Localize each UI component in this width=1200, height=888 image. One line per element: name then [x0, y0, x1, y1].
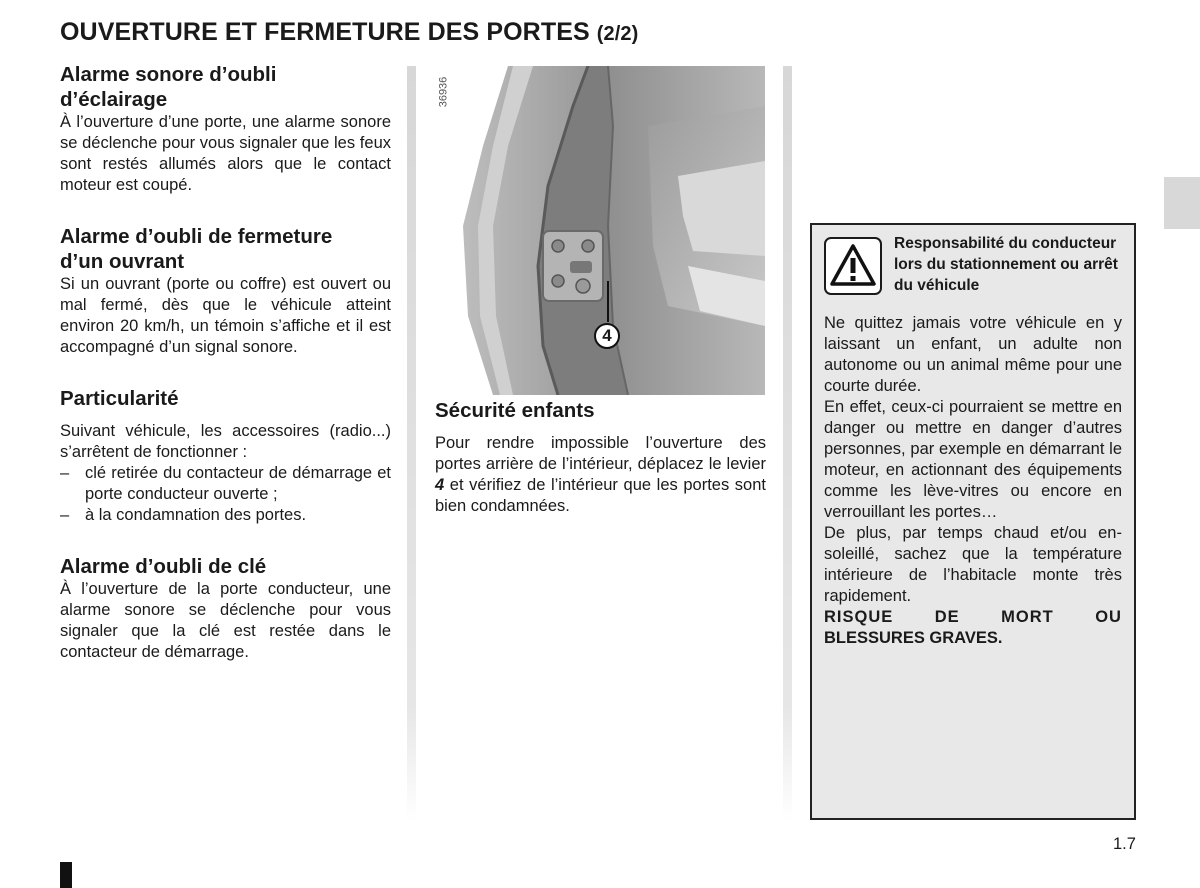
page-title-text: OUVERTURE ET FERMETURE DES PORTES [60, 18, 590, 46]
section-text-door-alarm: Si un ouvrant (porte ou coffre) est ouvert ou mal fermé, dès que le véhicule atteint environ 20 km/h, un témoin s’affiche et il est accompagné d’un signal sonore. [60, 275, 391, 356]
section-key-alarm [60, 554, 391, 663]
section-text-particularity: Suivant véhicule, les accessoires (radio...) s’arrêtent de fonctionner : [60, 422, 391, 461]
section-particularity [60, 386, 391, 526]
warning-title: Responsabilité du conducteur lors du stationnement ou arrêt du véhicule [894, 235, 1118, 294]
text-part: et vérifiez de l’intérieur que les portes sont bien condamnées. [435, 476, 766, 515]
section-title-particularity: Particularité [60, 387, 179, 410]
danger-line-2: BLESSURES GRAVES. [824, 629, 1003, 647]
list-item: – à la condamnation des portes. [60, 505, 391, 526]
figure-reference [438, 70, 464, 120]
section-text-child-safety [435, 433, 766, 517]
middle-column [435, 398, 766, 517]
column-divider-left [407, 66, 416, 820]
page-title-suffix: (2/2) [596, 23, 639, 45]
danger-word: OU [1095, 608, 1122, 626]
door-lock-illustration [438, 66, 765, 395]
warning-paragraph-1: Ne quittez jamais votre véhicule en y laissant un enfant, un adulte non autonome ou un animal même pour une courte durée. [824, 314, 1122, 395]
title-line: Alarme d’oubli de fermeture [60, 225, 333, 248]
warning-box [810, 223, 1136, 820]
danger-word: MORT [1001, 608, 1054, 626]
danger-word: RISQUE [824, 608, 894, 626]
section-title-lighting-alarm [60, 62, 391, 112]
column-divider-right [783, 66, 792, 820]
title-line: Alarme sonore d’oubli [60, 63, 277, 86]
section-text-key-alarm: À l’ouverture de la porte conducteur, une alarme sonore se déclenche pour vous signaler que la clé est restée dans le contacteur de démarrage. [60, 580, 391, 661]
section-title-child-safety: Sécurité enfants [435, 399, 595, 422]
section-title-key-alarm: Alarme d’oubli de clé [60, 555, 267, 578]
callout-4: 4 [594, 323, 620, 349]
page-number: 1.7 [1113, 835, 1136, 853]
warning-header [824, 233, 1122, 313]
particularity-list [60, 463, 391, 526]
list-item: – clé retirée du contacteur de démarrage et porte conducteur ouverte ; [60, 463, 391, 505]
warning-paragraph-2: En effet, ceux-ci pourraient se mettre en danger ou mettre en danger d’autres personnes, par exemple en démarrant le moteur, en actionnant des équipements comme les lève-vitres ou encore en verrouillant les portes… [824, 398, 1122, 521]
page-title [60, 18, 638, 47]
danger-line-1 [824, 607, 1122, 628]
section-text-lighting-alarm: À l’ouverture d’une porte, une alarme sonore se déclenche pour vous signaler que les feux sont restés allumés alors que le contact moteur est coupé. [60, 113, 391, 194]
warning-paragraph-3: De plus, par temps chaud et/ou ensoleillé, sachez que la température intérieure de l’habitacle monte très rapidement. [824, 524, 1122, 605]
section-lighting-alarm [60, 62, 391, 196]
chapter-tab [1164, 177, 1200, 229]
left-column [60, 62, 391, 691]
lever-number: 4 [435, 476, 445, 494]
text-part: Pour rendre impossible l’ouverture des portes arrière de l’intérieur, déplacez le levier [435, 434, 766, 473]
corner-mark [60, 862, 72, 888]
figure-reference-number: 36936 [437, 76, 450, 108]
section-title-door-alarm [60, 224, 391, 274]
danger-word: DE [934, 608, 960, 626]
section-door-alarm [60, 224, 391, 358]
title-line: d’éclairage [60, 88, 168, 111]
title-line: d’un ouvrant [60, 250, 185, 273]
warning-triangle-icon [824, 237, 882, 295]
